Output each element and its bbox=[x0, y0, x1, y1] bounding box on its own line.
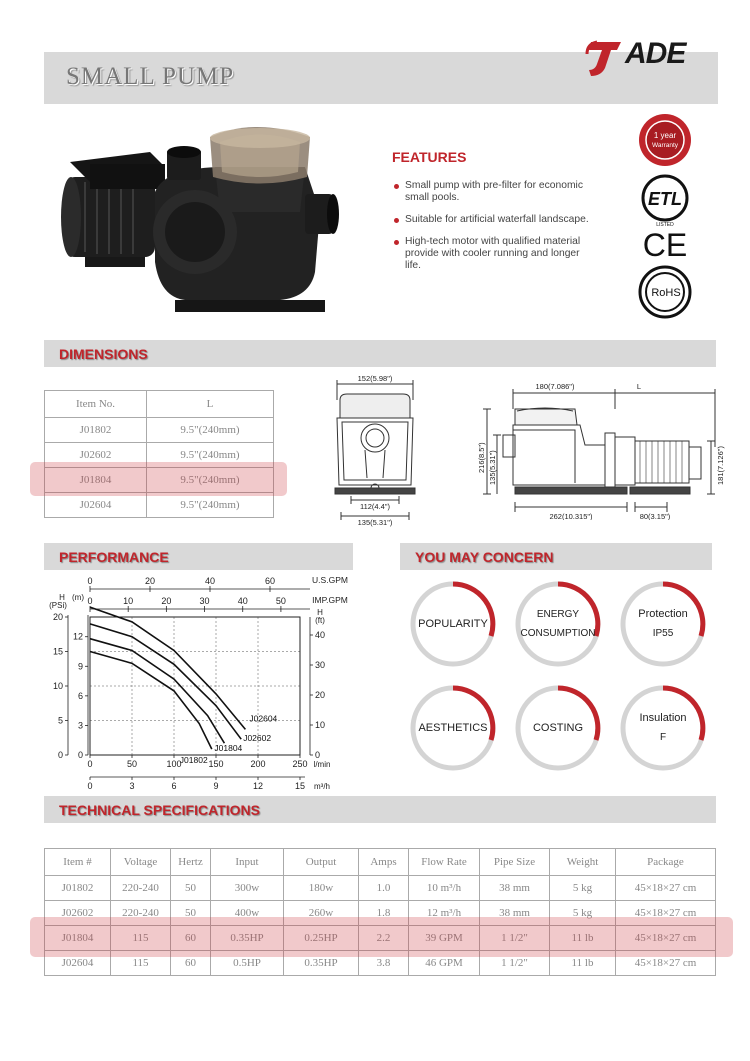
table-cell: 46 GPM bbox=[409, 951, 480, 976]
tick-label: 10 bbox=[123, 596, 134, 606]
table-cell: 11 lb bbox=[550, 926, 616, 951]
performance-title: PERFORMANCE bbox=[59, 549, 169, 565]
tick-label: 60 bbox=[264, 576, 276, 586]
warranty-badge-icon bbox=[637, 112, 693, 168]
tick-label: 40 bbox=[315, 630, 326, 640]
concern-label bbox=[620, 605, 706, 643]
table-row bbox=[45, 493, 274, 518]
tick-label: 3 bbox=[77, 720, 83, 731]
concern-label-line: CONSUMPTION bbox=[520, 628, 596, 639]
dim-label: 135(5.31") bbox=[357, 518, 393, 527]
table-cell: J02604 bbox=[45, 951, 111, 976]
tick-label: 0 bbox=[87, 596, 93, 606]
table-cell: 5 kg bbox=[550, 876, 616, 901]
table-cell: 50 bbox=[171, 901, 211, 926]
table-cell: 260w bbox=[284, 901, 359, 926]
tick-label: 0 bbox=[87, 781, 93, 791]
brand-name: ADE bbox=[625, 37, 686, 70]
tick-label: 50 bbox=[126, 759, 138, 769]
features-title: FEATURES bbox=[392, 149, 467, 165]
table-cell: 12 m³/h bbox=[409, 901, 480, 926]
table-cell: J01804 bbox=[45, 468, 147, 493]
series-label: J02602 bbox=[243, 733, 272, 744]
feature-item: Suitable for artificial waterfall landscape. bbox=[392, 214, 592, 226]
axis-label: (m) bbox=[72, 593, 84, 602]
concern-label bbox=[410, 615, 496, 634]
concern-label bbox=[515, 719, 601, 738]
concern-header bbox=[400, 543, 712, 570]
tick-label: 0 bbox=[87, 576, 93, 586]
table-cell: 1 1/2" bbox=[480, 951, 550, 976]
table-cell: 220-240 bbox=[111, 876, 171, 901]
table-cell: 60 bbox=[171, 951, 211, 976]
concern-item bbox=[410, 581, 496, 667]
dim-label: 112(4.4") bbox=[359, 502, 391, 511]
dim-label: 216(8.5") bbox=[477, 442, 486, 473]
pump-photo bbox=[55, 122, 360, 322]
axis-label: H bbox=[317, 608, 323, 617]
tick-label: 12 bbox=[252, 781, 264, 791]
tick-label: 40 bbox=[204, 576, 216, 586]
feature-item: High-tech motor with qualified material provide with cooler running and longer life. bbox=[392, 236, 592, 272]
table-header-cell: Amps bbox=[359, 849, 409, 876]
dim-label: 80(3.15") bbox=[639, 512, 671, 520]
specs-header bbox=[44, 796, 716, 823]
series-label: J01804 bbox=[214, 743, 243, 754]
dimensions-header bbox=[44, 340, 716, 367]
concern-item bbox=[620, 685, 706, 771]
series-line bbox=[90, 607, 245, 729]
series-line bbox=[90, 639, 224, 744]
table-header-cell: Pipe Size bbox=[480, 849, 550, 876]
row-highlight bbox=[30, 917, 733, 957]
concern-item bbox=[620, 581, 706, 667]
performance-header bbox=[44, 543, 353, 570]
concern-label-line: POPULARITY bbox=[418, 617, 488, 630]
dimensions-title: DIMENSIONS bbox=[59, 346, 148, 362]
tick-label: 50 bbox=[275, 596, 286, 606]
table-row bbox=[45, 876, 716, 901]
table-cell: 45×18×27 cm bbox=[616, 926, 716, 951]
table-cell: J02602 bbox=[45, 901, 111, 926]
table-cell: 115 bbox=[111, 951, 171, 976]
table-header-cell: Item # bbox=[45, 849, 111, 876]
rohs-icon bbox=[637, 264, 693, 320]
table-cell: 60 bbox=[171, 926, 211, 951]
table-cell: 0.35HP bbox=[211, 926, 284, 951]
tick-label: 40 bbox=[237, 596, 248, 606]
tick-label: 0 bbox=[77, 750, 83, 760]
tick-label: 20 bbox=[161, 596, 172, 606]
table-cell: 0.5HP bbox=[211, 951, 284, 976]
concern-label-line: IP55 bbox=[652, 628, 674, 639]
tick-label: 15 bbox=[294, 781, 306, 791]
side-view-drawing bbox=[475, 375, 730, 520]
table-header-cell: Voltage bbox=[111, 849, 171, 876]
table-header-cell: Input bbox=[211, 849, 284, 876]
table-cell: J01802 bbox=[45, 876, 111, 901]
front-view-drawing bbox=[315, 370, 440, 530]
table-cell: 0.25HP bbox=[284, 926, 359, 951]
tick-label: 15 bbox=[52, 646, 63, 657]
dim-label: 262(10.315") bbox=[549, 512, 593, 520]
tick-label: 20 bbox=[52, 612, 63, 622]
tick-label: 150 bbox=[208, 759, 224, 769]
table-cell: 300w bbox=[211, 876, 284, 901]
table-cell: 1 1/2" bbox=[480, 926, 550, 951]
tick-label: 30 bbox=[199, 596, 210, 606]
concern-label bbox=[620, 709, 706, 747]
series-label: J02604 bbox=[249, 713, 278, 724]
tick-label: 9 bbox=[213, 781, 219, 791]
tick-label: 100 bbox=[166, 759, 182, 769]
etl-mark: ETL bbox=[648, 189, 682, 209]
concern-title: YOU MAY CONCERN bbox=[415, 549, 554, 565]
concern-label-line: AESTHETICS bbox=[418, 721, 488, 734]
table-cell: 220-240 bbox=[111, 901, 171, 926]
tick-label: 6 bbox=[171, 781, 177, 791]
dim-label: 180(7.086") bbox=[535, 382, 575, 391]
table-cell: 9.5"(240mm) bbox=[147, 443, 274, 468]
table-cell: 3.8 bbox=[359, 951, 409, 976]
table-header-row bbox=[45, 391, 274, 418]
concern-item bbox=[515, 685, 601, 771]
table-cell: 45×18×27 cm bbox=[616, 876, 716, 901]
brand-logo bbox=[585, 34, 725, 80]
table-cell: 400w bbox=[211, 901, 284, 926]
concern-item bbox=[410, 685, 496, 771]
table-cell: J01804 bbox=[45, 926, 111, 951]
table-cell: 9.5"(240mm) bbox=[147, 493, 274, 518]
dim-label: 181(7.126") bbox=[716, 446, 725, 485]
table-header-row bbox=[45, 849, 716, 876]
table-cell: 45×18×27 cm bbox=[616, 901, 716, 926]
feature-item: Small pump with pre-filter for economic small pools. bbox=[392, 180, 592, 204]
table-cell: 0.35HP bbox=[284, 951, 359, 976]
tick-label: 12 bbox=[72, 631, 83, 642]
axis-label: l/min bbox=[313, 760, 331, 769]
warranty-label: Warranty bbox=[651, 142, 679, 149]
axis-label: (PSi) bbox=[49, 601, 67, 610]
tick-label: 9 bbox=[77, 661, 83, 672]
table-cell: 45×18×27 cm bbox=[616, 951, 716, 976]
axis-label: (ft) bbox=[315, 616, 325, 625]
tick-label: 3 bbox=[129, 781, 135, 791]
tick-label: 200 bbox=[250, 759, 266, 769]
tick-label: 0 bbox=[315, 750, 321, 760]
dim-label: 135(5.31") bbox=[488, 450, 497, 485]
table-cell: J02604 bbox=[45, 493, 147, 518]
table-header-cell: Weight bbox=[550, 849, 616, 876]
table-cell: J01802 bbox=[45, 418, 147, 443]
series-label: J01802 bbox=[179, 755, 208, 766]
tick-label: 10 bbox=[52, 681, 63, 691]
axis-label: H bbox=[59, 593, 65, 602]
tick-label: 30 bbox=[315, 660, 326, 670]
features-list bbox=[392, 180, 592, 282]
tick-label: 10 bbox=[315, 720, 326, 730]
table-cell: 50 bbox=[171, 876, 211, 901]
table-cell: 5 kg bbox=[550, 901, 616, 926]
dimensions-table bbox=[44, 390, 274, 518]
table-cell: J02602 bbox=[45, 443, 147, 468]
table-header-cell: Hertz bbox=[171, 849, 211, 876]
table-cell: 1.0 bbox=[359, 876, 409, 901]
rohs-text: RoHS bbox=[651, 287, 681, 299]
table-cell: 39 GPM bbox=[409, 926, 480, 951]
concern-label-line: Insulation bbox=[639, 712, 687, 724]
warranty-years: 1 year bbox=[653, 131, 677, 140]
series-line bbox=[90, 624, 241, 739]
tick-label: 0 bbox=[57, 750, 63, 760]
tick-label: 20 bbox=[144, 576, 156, 586]
concern-label-line: Protection bbox=[638, 608, 688, 620]
axis-label: m³/h bbox=[314, 782, 330, 791]
performance-chart bbox=[40, 575, 360, 795]
dim-label: 152(5.98") bbox=[357, 374, 393, 383]
tick-label: 20 bbox=[315, 690, 326, 700]
concern-label-line: ENERGY bbox=[536, 609, 580, 620]
table-header-cell: Package bbox=[616, 849, 716, 876]
table-cell: 38 mm bbox=[480, 876, 550, 901]
row-highlight bbox=[30, 462, 287, 496]
concern-label bbox=[515, 605, 601, 643]
table-row bbox=[45, 418, 274, 443]
table-cell: 2.2 bbox=[359, 926, 409, 951]
ce-text: CE bbox=[642, 227, 688, 263]
tick-label: 250 bbox=[292, 759, 308, 769]
table-cell: 10 m³/h bbox=[409, 876, 480, 901]
table-cell: 38 mm bbox=[480, 901, 550, 926]
axis-label: U.S.GPM bbox=[312, 575, 348, 585]
concern-label bbox=[410, 719, 496, 738]
table-cell: 11 lb bbox=[550, 951, 616, 976]
concern-label-line: COSTING bbox=[532, 721, 584, 734]
table-cell: 1.8 bbox=[359, 901, 409, 926]
etl-sub: LISTED bbox=[656, 222, 674, 228]
table-header-cell: L bbox=[147, 391, 274, 418]
tick-label: 5 bbox=[57, 715, 63, 726]
tick-label: 6 bbox=[77, 690, 83, 701]
table-cell: 9.5"(240mm) bbox=[147, 418, 274, 443]
table-cell: 9.5"(240mm) bbox=[147, 468, 274, 493]
tick-label: 0 bbox=[87, 759, 93, 769]
table-header-cell: Item No. bbox=[45, 391, 147, 418]
table-cell: 180w bbox=[284, 876, 359, 901]
brand-mark-icon bbox=[585, 34, 625, 80]
table-header-cell: Flow Rate bbox=[409, 849, 480, 876]
table-header-cell: Output bbox=[284, 849, 359, 876]
table-cell: 115 bbox=[111, 926, 171, 951]
specs-title: TECHNICAL SPECIFICATIONS bbox=[59, 802, 260, 818]
concern-label-line: F bbox=[659, 732, 667, 743]
page-title: SMALL PUMP bbox=[66, 63, 235, 90]
concern-item bbox=[515, 581, 601, 667]
dim-label: L bbox=[636, 382, 642, 391]
axis-label: IMP.GPM bbox=[312, 595, 348, 605]
